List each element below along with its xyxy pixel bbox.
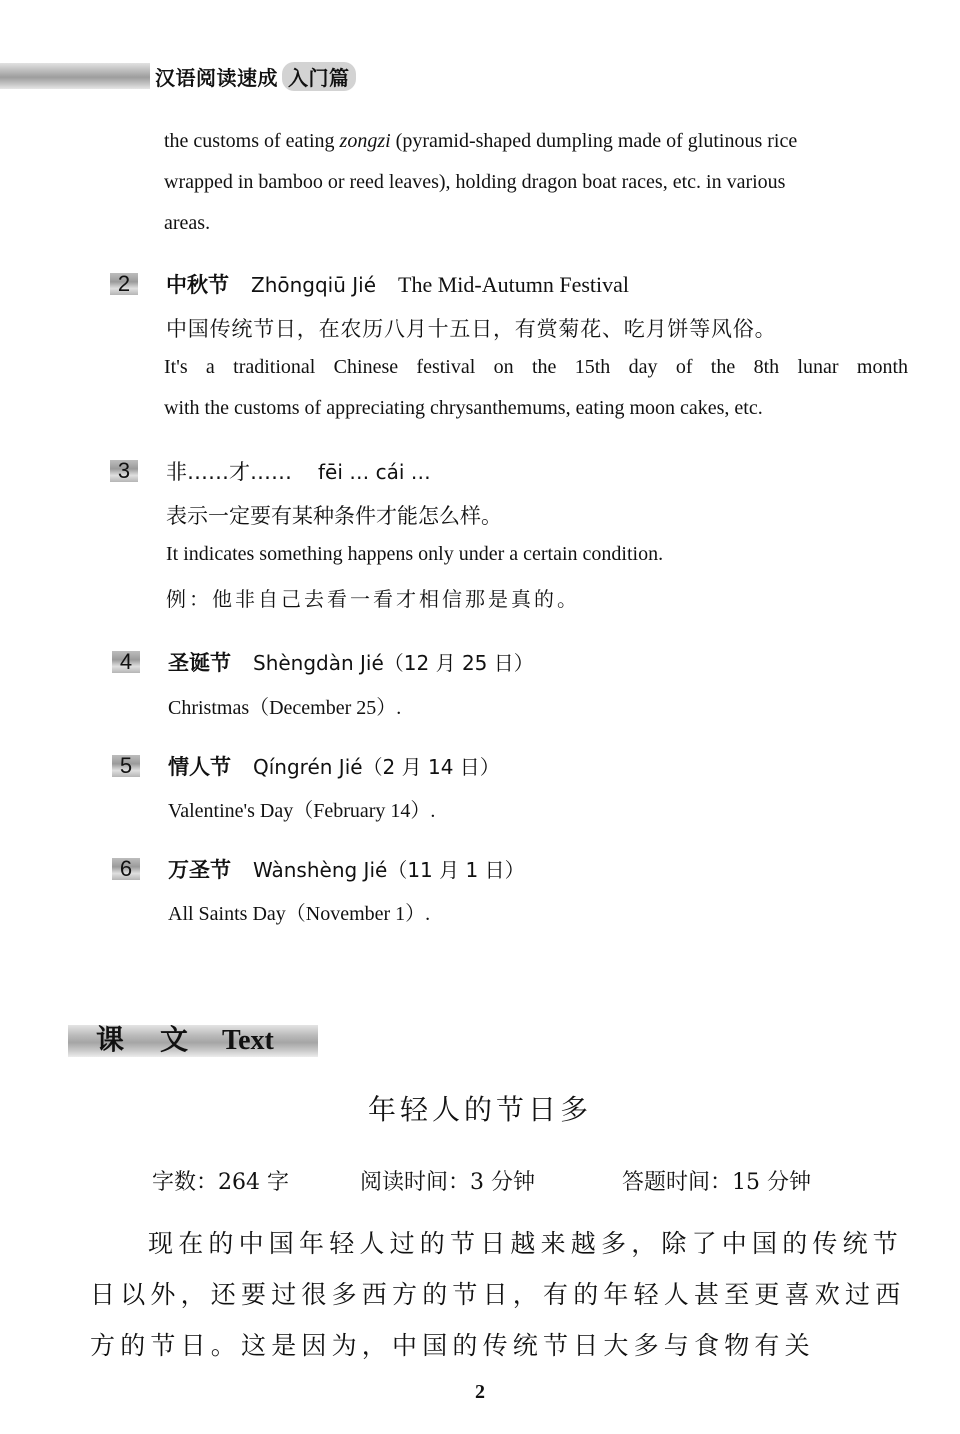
note-5-heading	[168, 751, 500, 781]
note-2-pinyin: Zhōngqiū Jié	[251, 273, 377, 297]
note-number-6: 6	[112, 858, 140, 880]
note-4-heading	[168, 647, 534, 677]
note-4-pinyin: Shèngdàn Jié	[253, 651, 384, 675]
note-number-2: 2	[110, 273, 138, 295]
note-6-pinyin: Wànshèng Jié	[253, 858, 388, 882]
note-number-5: 5	[112, 755, 140, 777]
answer-time: 答题时间：15 分钟	[622, 1170, 811, 1195]
continuation-line-2: wrapped in bamboo or reed leaves), holding dragon boat races, etc. in various	[164, 171, 786, 193]
note-2-english-title: The Mid-Autumn Festival	[398, 272, 630, 297]
note-3-zh-explanation: 表示一定要有某种条件才能怎么样。	[166, 504, 502, 528]
note-2-heading	[166, 269, 629, 299]
story-paragraph: 现在的中国年轻人过的节日越来越多，除了中国的传统节日以外，还要过很多西方的节日，有的年轻人甚至更喜欢过西方的节日。这是因为，中国的传统节日大多与食物有关	[90, 1229, 906, 1360]
note-3-pinyin: fēi … cái …	[318, 460, 431, 484]
note-1-continuation	[164, 121, 908, 244]
header-decorative-bar	[0, 63, 150, 89]
section-heading-text	[68, 1025, 318, 1057]
note-2-term: 中秋节	[166, 273, 229, 297]
note-4-english: Christmas（December 25）.	[168, 697, 402, 719]
note-4-date: （12 月 25 日）	[383, 651, 534, 675]
note-5-term: 情人节	[168, 755, 231, 779]
note-number-4: 4	[112, 651, 140, 673]
section-label-zh-1: 课	[96, 1025, 125, 1056]
note-2-zh-explanation: 中国传统节日，在农历八月十五日，有赏菊花、吃月饼等风俗。	[166, 317, 777, 341]
note-6-date: （11 月 1 日）	[387, 858, 525, 882]
running-header	[155, 62, 356, 91]
section-label-zh-2: 文	[160, 1025, 189, 1056]
note-5-date: （2 月 14 日）	[362, 755, 500, 779]
continuation-line-3: areas.	[164, 212, 211, 234]
note-6-term: 万圣节	[168, 858, 231, 882]
note-number-3: 3	[110, 460, 138, 482]
zongzi-term: zongzi	[339, 130, 391, 152]
volume-label: 入门篇	[282, 62, 356, 91]
note-3-en-line-1: It indicates something happens only under a certain condition.	[166, 543, 664, 565]
continuation-line-1: the customs of eating zongzi (pyramid-shaped dumpling made of glutinous rice	[164, 130, 798, 152]
note-5-pinyin: Qíngrén Jié	[253, 755, 363, 779]
book-title: 汉语阅读速成	[155, 66, 278, 90]
section-label-en: Text	[222, 1025, 274, 1056]
note-2-en-line-1: It's a traditional Chinese festival on the 15th day of the 8th lunar month	[164, 356, 908, 378]
note-3-term: 非……才……	[166, 460, 292, 484]
note-3-heading	[166, 456, 431, 486]
note-3-example: 例：他非自己去看一看才相信那是真的。	[166, 587, 580, 611]
page-number: 2	[475, 1381, 485, 1403]
note-6-heading	[168, 854, 525, 884]
note-2-en-line-2: with the customs of appreciating chrysanthemums, eating moon cakes, etc.	[164, 397, 763, 419]
word-count: 字数：264 字	[152, 1170, 289, 1195]
note-6-english: All Saints Day（November 1）.	[168, 903, 431, 925]
reading-time: 阅读时间：3 分钟	[360, 1170, 535, 1195]
note-4-term: 圣诞节	[168, 651, 231, 675]
note-5-english: Valentine's Day（February 14）.	[168, 800, 436, 822]
story-title: 年轻人的节日多	[367, 1093, 592, 1126]
